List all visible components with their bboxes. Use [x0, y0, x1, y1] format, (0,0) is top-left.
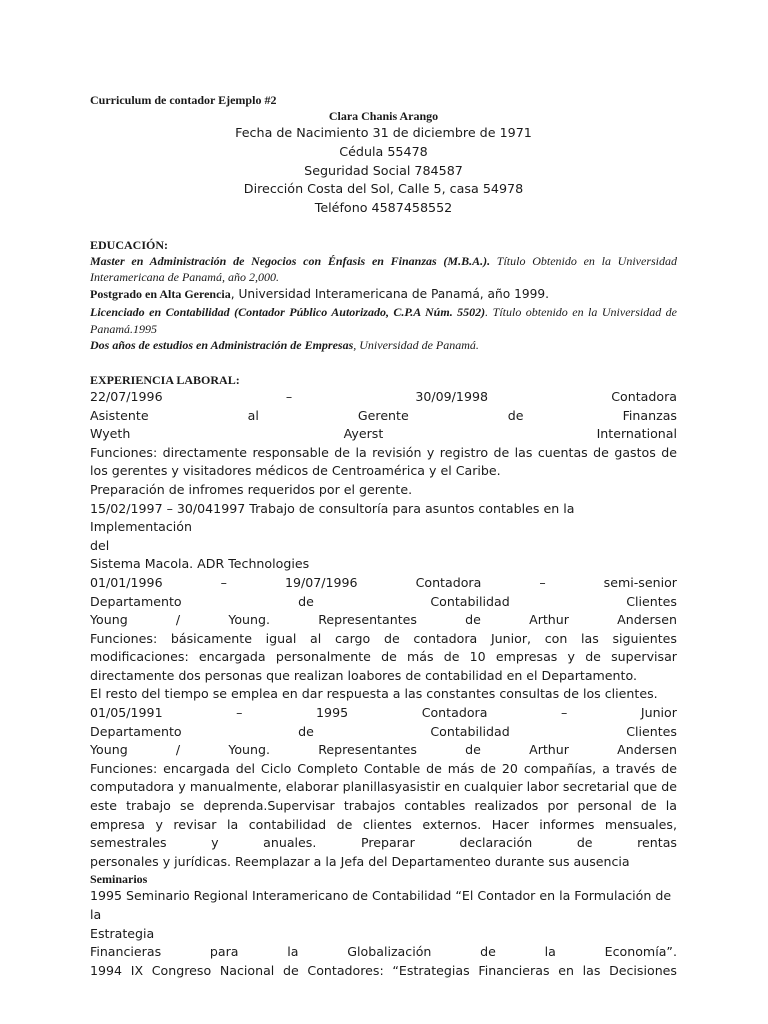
row-word: Andersen	[617, 612, 677, 628]
degree-name: Master en Administración de Negocios con Énfasis en Finanzas (M.B.A.).	[90, 253, 491, 268]
row-word: 1995	[316, 705, 349, 721]
job2-line3: Sistema Macola. ADR Technologies	[90, 556, 310, 572]
row-word: Young.	[228, 612, 270, 628]
row-word: Globalización	[347, 944, 432, 960]
row-word: Ayerst	[343, 426, 384, 442]
seminar1-line2: Estrategia	[90, 925, 155, 941]
row-word: Contadora	[415, 574, 482, 590]
row-word: –	[220, 574, 227, 590]
seminar1-line3	[90, 943, 677, 962]
row-word: de	[298, 723, 314, 739]
row-word: Departamento	[90, 593, 182, 609]
degree-detail: . Título obtenido en la Universidad de Panamá.1995	[90, 305, 677, 336]
row-word: –	[539, 574, 546, 590]
personal-header	[90, 108, 677, 218]
degree-detail: , Universidad de Panamá.	[353, 338, 479, 353]
job4-functions-end: personales y jurídicas. Reemplazar a la Jefa del Departamenteo durante sus ausencia	[90, 853, 630, 869]
job4-dates-row	[90, 704, 677, 723]
job3-functions: Funciones: básicamente igual al cargo de contadora Junior, con las siguientes modificaciones: encargada personalmente de más de 10 empresas y de supervisar directamente dos personas que realizan loabores de contabilidad en el Departamento.	[90, 630, 677, 683]
row-word: semi-senior	[603, 574, 677, 590]
row-word: al	[247, 407, 259, 423]
education-item-postgrado	[90, 286, 677, 303]
education-item-licenciado	[90, 304, 677, 337]
row-word: Clientes	[626, 723, 677, 739]
job3-functions-end: El resto del tiempo se emplea en dar respuesta a las constantes consultas de los clientes.	[90, 686, 658, 702]
row-word: Young	[90, 612, 128, 628]
education-item-mba	[90, 253, 677, 286]
row-word: /	[175, 612, 181, 628]
row-word: Financieras	[90, 944, 162, 960]
row-word: Wyeth	[90, 426, 131, 442]
id-number: Cédula 55478	[339, 143, 428, 159]
row-word: para	[209, 944, 239, 960]
row-word: de	[465, 742, 481, 758]
row-word: de	[298, 593, 314, 609]
row-word: Arthur	[529, 612, 569, 628]
degree-name: Dos años de estudios en Administración de Empresas	[90, 338, 354, 353]
degree-name: Licenciado en Contabilidad (Contador Público Autorizado, C.P.A Núm. 5502)	[90, 305, 486, 320]
job4-company-row	[90, 741, 677, 760]
job4-functions: Funciones: encargada del Ciclo Completo Contable de más de 20 compañías, a través de computadora y manualmente, elaborar planillasyasistir en cualquier labor secretarial que de este trabajo se deprenda.Supervisar trabajos contables realizados por personal de la empresa y revisar la contabilidad de clientes externos. Hacer informes mensuales, semestrales y anuales. Preparar declaración de rentas	[90, 760, 677, 851]
seminar1-line1: 1995 Seminario Regional Interamericano de Contabilidad “El Contador en la Formulación de la	[90, 888, 672, 923]
birth-date: Fecha de Nacimiento 31 de diciembre de 1971	[235, 125, 532, 140]
document-title: Curriculum de contador Ejemplo #2	[90, 93, 277, 107]
row-word: Finanzas	[622, 407, 677, 423]
row-word: Asistente	[90, 407, 149, 423]
degree-name: Postgrado en Alta Gerencia	[90, 286, 231, 301]
row-word: 22/07/1996	[90, 388, 163, 404]
address: Dirección Costa del Sol, Calle 5, casa 54978	[243, 181, 524, 197]
job1-role-row	[90, 407, 677, 426]
row-word: –	[561, 705, 568, 721]
row-word: Junior	[640, 705, 677, 721]
row-word: Contabilidad	[430, 593, 510, 609]
experience-heading: EXPERIENCIA LABORAL:	[90, 372, 240, 387]
row-word: Representantes	[318, 612, 417, 628]
row-word: la	[287, 944, 299, 960]
row-word: Clientes	[626, 593, 677, 609]
row-word: de	[507, 407, 524, 423]
row-word: Contadora	[611, 388, 677, 404]
seminars-heading: Seminarios	[90, 872, 148, 887]
degree-detail: , Universidad Interamericana de Panamá, año 1999.	[230, 286, 549, 301]
row-word: Departamento	[90, 723, 182, 739]
row-word: Economía”.	[604, 944, 677, 960]
row-word: –	[285, 388, 293, 404]
row-word: –	[236, 705, 243, 721]
row-word: Andersen	[617, 742, 677, 758]
job3-company-row	[90, 611, 677, 630]
education-heading: EDUCACIÓN:	[90, 237, 168, 252]
row-word: International	[596, 426, 677, 442]
row-word: Representantes	[318, 742, 417, 758]
education-item-administracion	[90, 337, 677, 354]
row-word: de	[465, 612, 481, 628]
candidate-name: Clara Chanis Arango	[328, 109, 439, 123]
row-word: 30/09/1998	[415, 388, 488, 404]
document-page	[90, 92, 677, 980]
job4-dept-row	[90, 723, 677, 742]
job3-dept-row	[90, 593, 677, 612]
phone: Teléfono 4587458552	[314, 200, 453, 216]
degree-detail: Título Obtenido en la Universidad Interamericana de Panamá, año 2,000.	[90, 253, 677, 285]
row-word: 01/01/1996	[90, 574, 163, 590]
row-word: Arthur	[529, 742, 569, 758]
row-word: Young.	[228, 742, 270, 758]
job2-line1: 15/02/1997 – 30/041997 Trabajo de consultoría para asuntos contables en la Implementación	[90, 500, 575, 535]
row-word: 19/07/1996	[284, 574, 358, 590]
row-word: de	[480, 944, 496, 960]
row-word: Contadora	[421, 705, 488, 721]
job1-dates-row	[90, 388, 677, 407]
job1-company-row	[90, 425, 677, 444]
row-word: Contabilidad	[430, 723, 510, 739]
social-security: Seguridad Social 784587	[304, 162, 463, 178]
job2-line2: del	[90, 537, 110, 553]
row-word: Young	[90, 742, 128, 758]
job1-functions: Funciones: directamente responsable de la revisión y registro de las cuentas de gastos de los gerentes y visitadores médicos de Centroamérica y el Caribe.	[90, 444, 677, 479]
row-word: la	[544, 944, 556, 960]
job1-functions-end: Preparación de infromes requeridos por el gerente.	[90, 481, 413, 497]
row-word: 01/05/1991	[90, 705, 163, 721]
row-word: /	[175, 742, 181, 758]
job3-dates-row	[90, 574, 677, 593]
row-word: Gerente	[357, 407, 409, 423]
seminar2-line1: 1994 IX Congreso Nacional de Contadores: “Estrategias Financieras en las Decisiones	[90, 962, 677, 978]
